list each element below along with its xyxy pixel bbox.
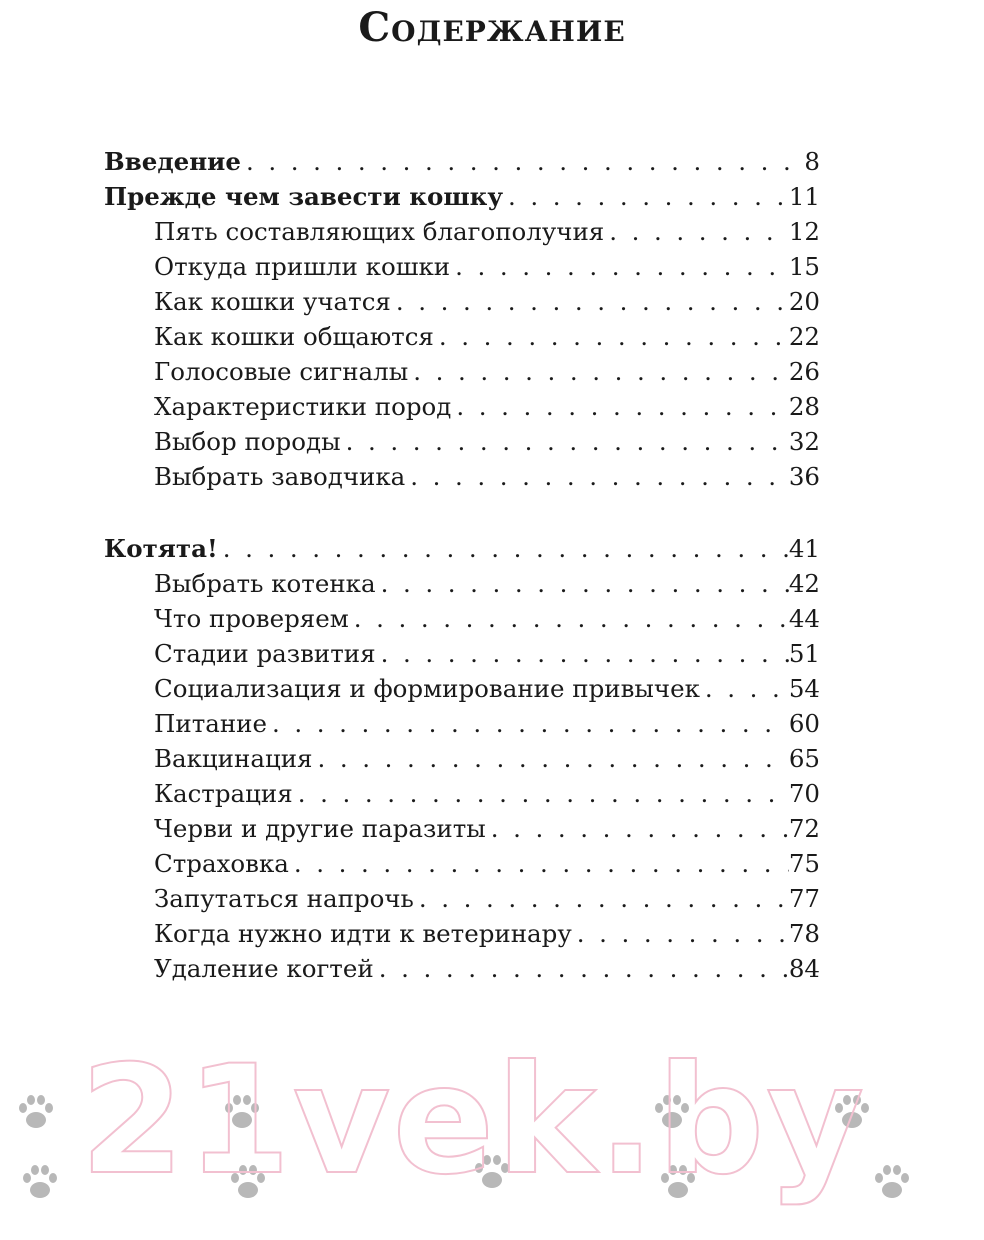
toc-entry bbox=[154, 355, 820, 389]
toc-leader-dots bbox=[349, 602, 789, 636]
toc-entry bbox=[154, 707, 820, 741]
toc-entry bbox=[154, 390, 820, 424]
toc-entry bbox=[154, 812, 820, 846]
toc-entry bbox=[104, 145, 820, 179]
toc-entry-title: Вакцинация bbox=[154, 744, 313, 773]
toc-entry-page: 26 bbox=[788, 357, 820, 386]
toc-entry-title: Питание bbox=[154, 709, 268, 738]
toc-entry-title: Запутаться напрочь bbox=[154, 884, 414, 913]
toc-entry bbox=[154, 952, 820, 986]
toc-entry-page: 32 bbox=[788, 427, 820, 456]
toc-entry-title: Выбрать котенка bbox=[154, 569, 376, 598]
toc-entry-page: 42 bbox=[788, 569, 820, 598]
toc-leader-dots bbox=[341, 425, 789, 459]
toc-entry-title: Как кошки общаются bbox=[154, 322, 434, 351]
toc-leader-dots bbox=[408, 355, 789, 389]
toc-entry-page: 44 bbox=[788, 604, 820, 633]
toc-entry-title: Кастрация bbox=[154, 779, 293, 808]
toc-leader-dots bbox=[391, 285, 789, 319]
toc-entry bbox=[154, 637, 820, 671]
toc-entry bbox=[154, 742, 820, 776]
toc-entry-title: Страховка bbox=[154, 849, 289, 878]
toc-entry-page: 54 bbox=[788, 674, 820, 703]
toc-entry-page: 8 bbox=[804, 147, 820, 176]
toc-entry-title: Откуда пришли кошки bbox=[154, 252, 451, 281]
toc-entry bbox=[154, 425, 820, 459]
toc-entry-page: 78 bbox=[788, 919, 820, 948]
toc-entry-page: 70 bbox=[788, 779, 820, 808]
toc-leader-dots bbox=[414, 882, 789, 916]
toc-entry-title: Выбор породы bbox=[154, 427, 341, 456]
toc-entry-page: 75 bbox=[788, 849, 820, 878]
toc-entry-page: 22 bbox=[788, 322, 820, 351]
toc-entry-page: 11 bbox=[788, 182, 820, 211]
toc-entry-title: Черви и другие паразиты bbox=[154, 814, 486, 843]
toc-entry-title: Введение bbox=[104, 147, 241, 176]
toc-entry bbox=[104, 532, 820, 566]
watermark-text: 21vek.by bbox=[80, 1034, 867, 1208]
toc-leader-dots bbox=[218, 532, 789, 566]
toc-leader-dots bbox=[241, 145, 804, 179]
toc-entry-title: Котята! bbox=[104, 534, 218, 563]
toc-entry-page: 51 bbox=[788, 639, 820, 668]
toc-entry-title: Социализация и формирование привычек bbox=[154, 674, 700, 703]
toc-entry-title: Характеристики пород bbox=[154, 392, 452, 421]
toc-leader-dots bbox=[376, 637, 789, 671]
toc-leader-dots bbox=[486, 812, 789, 846]
toc-entry-page: 12 bbox=[788, 217, 820, 246]
toc-entry-title: Что проверяем bbox=[154, 604, 349, 633]
toc-leader-dots bbox=[289, 847, 789, 881]
toc-entry bbox=[154, 460, 820, 494]
toc-entry-title: Голосовые сигналы bbox=[154, 357, 409, 386]
toc-entry-page: 41 bbox=[788, 534, 820, 563]
toc-entry bbox=[154, 567, 820, 601]
toc-entry bbox=[154, 285, 820, 319]
toc-leader-dots bbox=[312, 742, 788, 776]
toc-leader-dots bbox=[451, 390, 788, 424]
toc-leader-dots bbox=[293, 777, 789, 811]
toc-entry-title: Когда нужно идти к ветеринару bbox=[154, 919, 572, 948]
toc-entry bbox=[154, 672, 820, 706]
toc-entry bbox=[154, 250, 820, 284]
toc-leader-dots bbox=[376, 567, 789, 601]
toc-entry-title: Удаление когтей bbox=[154, 954, 374, 983]
toc-entry bbox=[154, 215, 820, 249]
toc-entry-page: 77 bbox=[788, 884, 820, 913]
toc-entry bbox=[154, 777, 820, 811]
toc-entry-title: Как кошки учатся bbox=[154, 287, 391, 316]
toc-entry-title: Пять составляющих благополучия bbox=[154, 217, 605, 246]
toc-leader-dots bbox=[450, 250, 789, 284]
toc-entry bbox=[154, 917, 820, 951]
toc-entry-page: 36 bbox=[788, 462, 820, 491]
toc-leader-dots bbox=[604, 215, 789, 249]
page-title: Содержание bbox=[358, 4, 626, 51]
toc-entry-title: Прежде чем завести кошку bbox=[104, 182, 504, 211]
toc-leader-dots bbox=[700, 672, 789, 706]
toc-entry bbox=[104, 180, 820, 214]
toc-leader-dots bbox=[572, 917, 789, 951]
toc-entry-page: 65 bbox=[788, 744, 820, 773]
toc-leader-dots bbox=[503, 180, 789, 214]
toc-leader-dots bbox=[374, 952, 789, 986]
toc-leader-dots bbox=[434, 320, 789, 354]
toc-entry bbox=[154, 847, 820, 881]
toc-entry-page: 60 bbox=[788, 709, 820, 738]
toc-entry-page: 20 bbox=[788, 287, 820, 316]
toc-leader-dots bbox=[267, 707, 789, 741]
toc-entry-title: Стадии развития bbox=[154, 639, 376, 668]
toc-leader-dots bbox=[405, 460, 789, 494]
toc-entry-page: 72 bbox=[788, 814, 820, 843]
toc-entry bbox=[154, 320, 820, 354]
toc-entry-title: Выбрать заводчика bbox=[154, 462, 406, 491]
toc-entry-page: 84 bbox=[788, 954, 820, 983]
toc-entry bbox=[154, 882, 820, 916]
toc-entry bbox=[154, 602, 820, 636]
toc-entry-page: 15 bbox=[788, 252, 820, 281]
toc-entry-page: 28 bbox=[788, 392, 820, 421]
